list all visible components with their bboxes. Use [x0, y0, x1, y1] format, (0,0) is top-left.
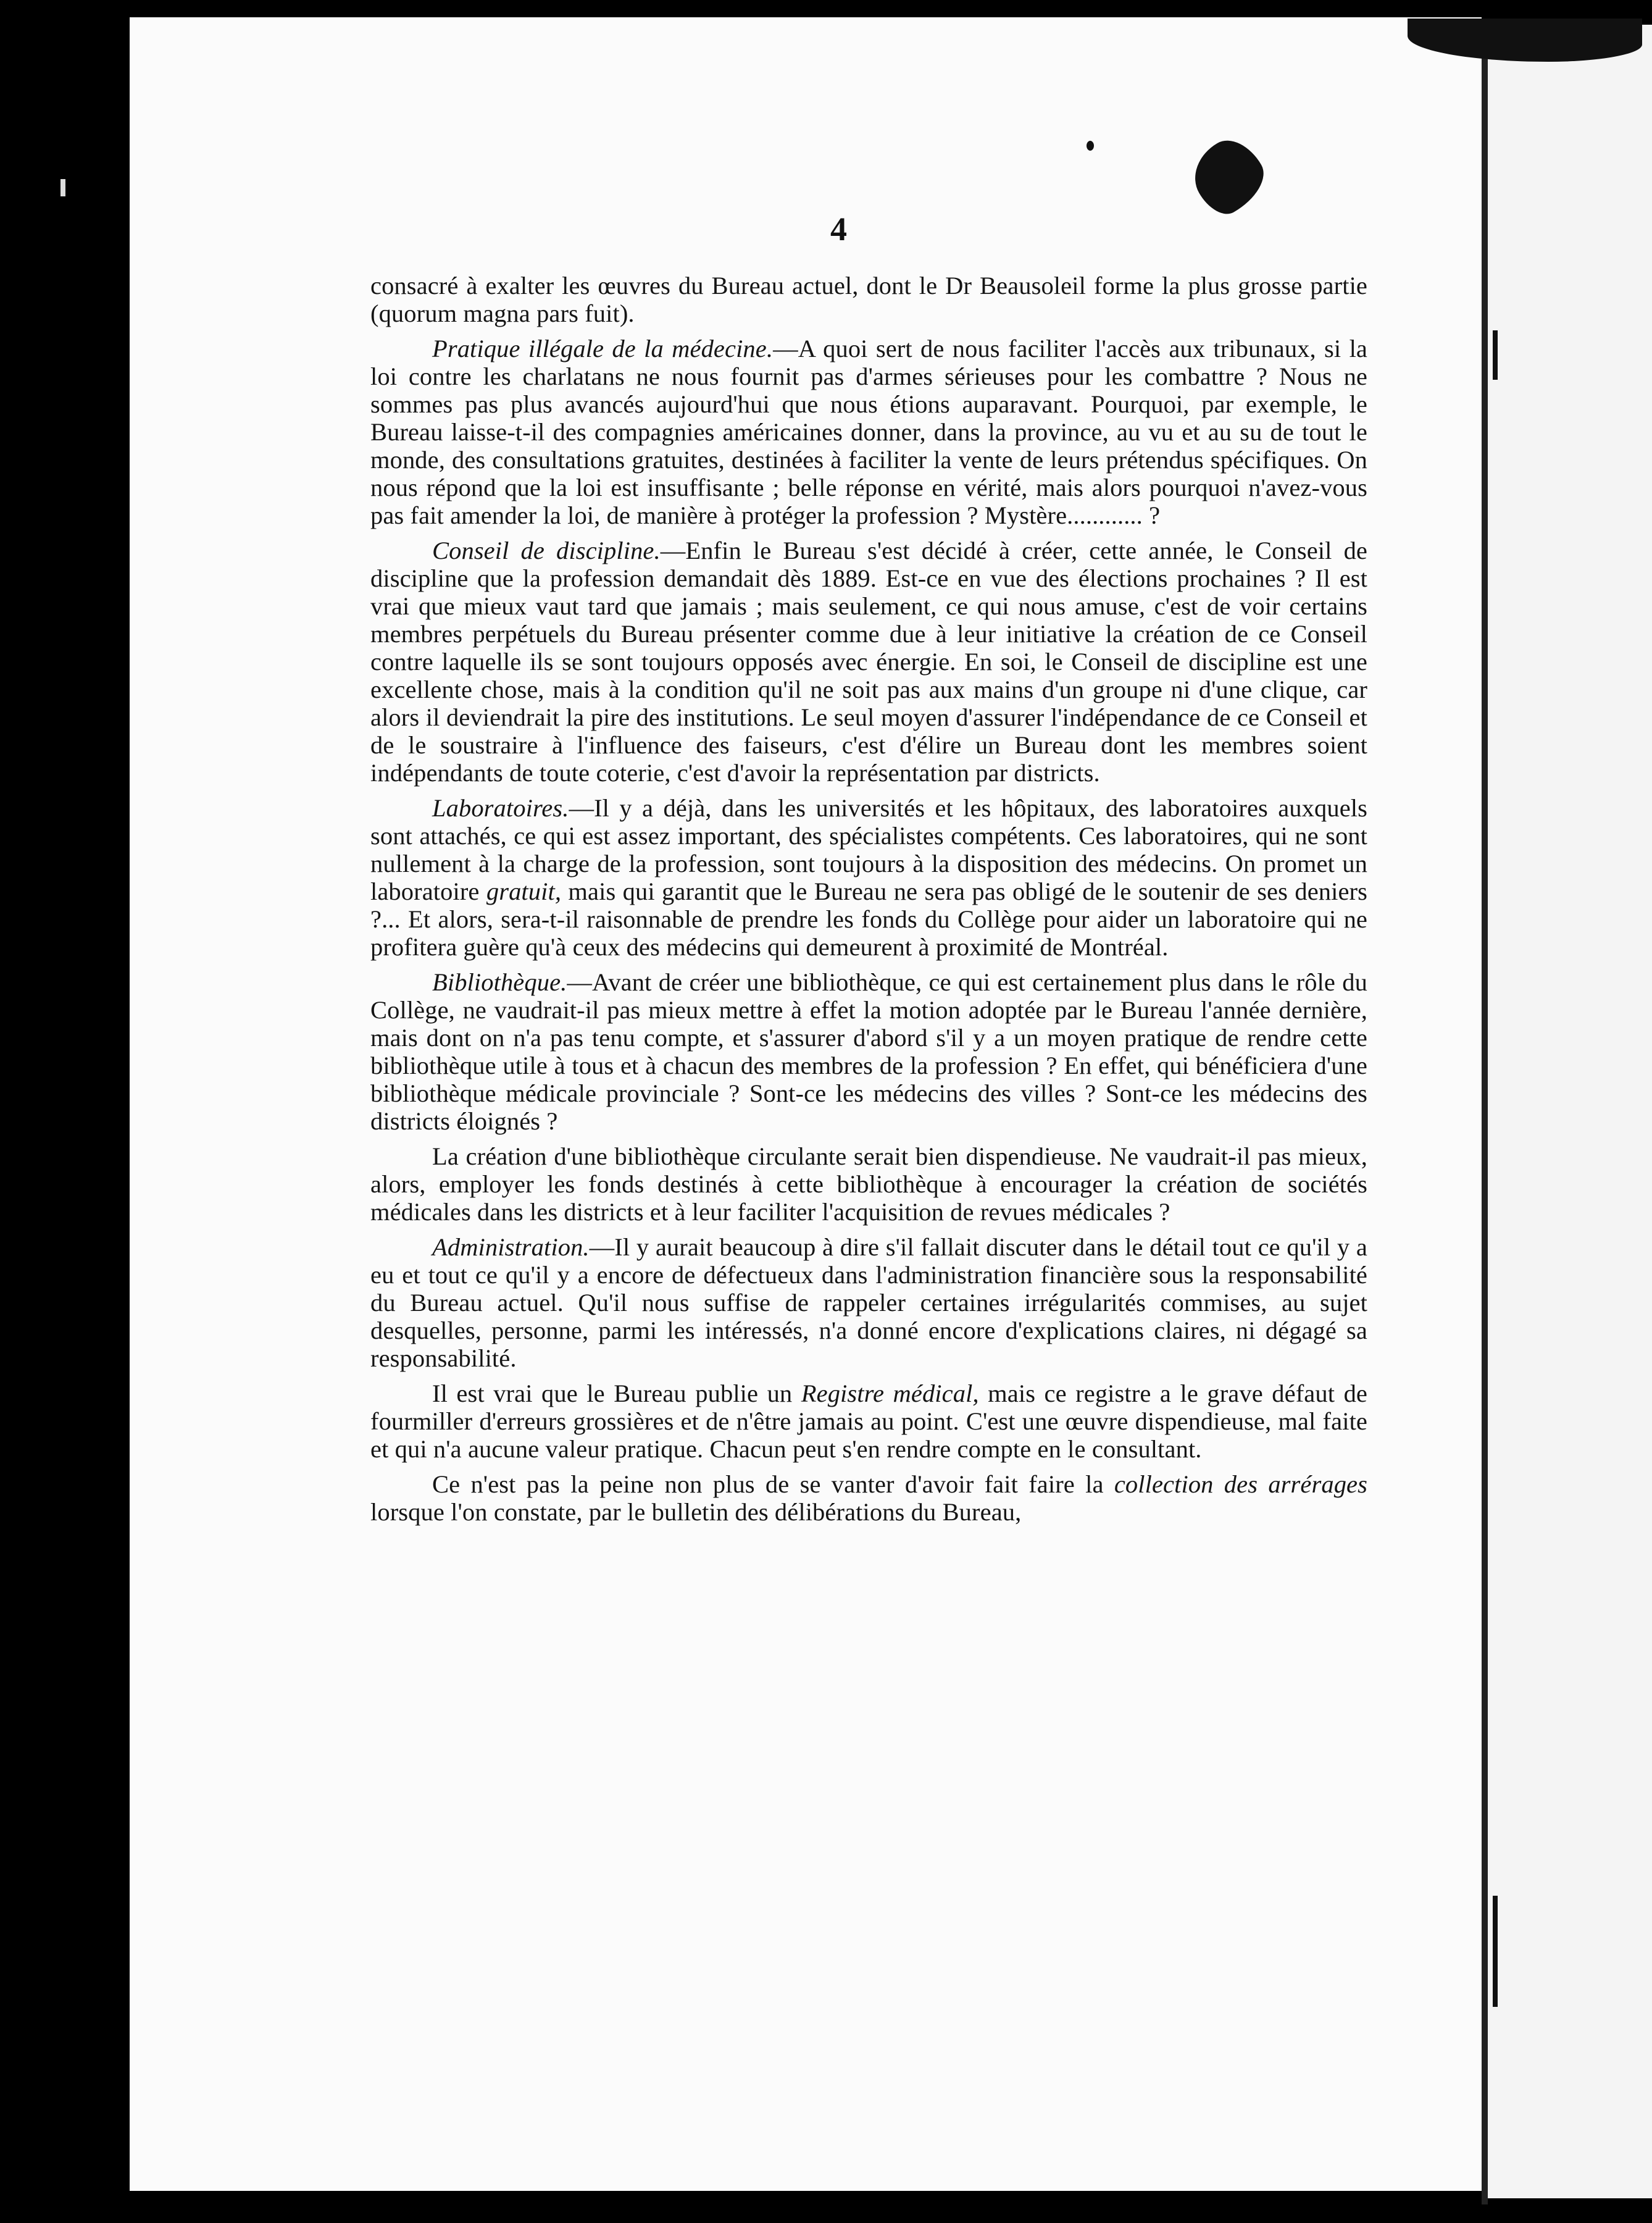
paragraph: [370, 272, 1367, 327]
paragraph-body: —Enfin le Bureau s'est décidé à créer, cette année, le Conseil de discipline que la profession demandait dès 1889. Est-ce en vue des élections prochaines ? Il est vrai que mieux vaut tard que jamais ; mais seulement, ce qui nous amuse, c'est de voir certains membres perpétuels du Bureau présenter comme due à leur initiative la création de ce Conseil contre laquelle ils se sont toujours opposés avec énergie. En soi, le Conseil de discipline est une excellente chose, mais à la condition qu'il ne soit pas aux mains d'un groupe ni d'une clique, car alors il deviendrait la pire des institutions. Le seul moyen d'assurer l'indépendance de ce Conseil et de le soustraire à l'influence des faiseurs, c'est d'élire un Bureau dont les membres soient indépendants de toute coterie, c'est d'avoir la représentation par districts.: [370, 537, 1367, 787]
adjacent-page-strip: [1488, 25, 1652, 2198]
paragraph: [370, 1142, 1367, 1226]
paragraph-body: Il est vrai que le Bureau publie un: [432, 1379, 801, 1407]
emphasis: collection des arrérages: [1114, 1470, 1367, 1498]
paragraph-body: Ce n'est pas la peine non plus de se vanter d'avoir fait faire la: [432, 1470, 1114, 1498]
emphasis: Registre médical,: [801, 1379, 979, 1407]
paragraph-laboratoires: [370, 794, 1367, 961]
paragraph-pratique: [370, 335, 1367, 529]
margin-mark: [1493, 1896, 1498, 2007]
scan-mark: [60, 179, 65, 196]
paragraph-body: —Il y aurait beaucoup à dire s'il fallait discuter dans le détail tout ce qu'il y a eu et tout ce qu'il y a encore de défectueux dans l'administration financière sous la responsabilité du Bureau actuel. Qu'il nous suffise de rappeler certaines irrégularités commises, au sujet desquelles, personne, parmi les intéressés, n'a donné encore d'explications claires, ni dégagé sa responsabilité.: [370, 1233, 1367, 1372]
paragraph-body: mais qui garantit que le Bureau ne sera pas obligé de le soutenir de ses deniers ?... Et alors, sera-t-il raisonnable de prendre les fonds du Collège pour aider un laboratoire qui ne profitera guère qu'à ceux des médecins qui demeurent à proximité de Montréal.: [370, 877, 1367, 961]
paragraph-body: La création d'une bibliothèque circulante serait bien dispendieuse. Ne vaudrait-il pas mieux, alors, employer les fonds destinés à cette bibliothèque à encourager la création de sociétés médicales dans les districts et à leur faciliter l'acquisition de revues médicales ?: [370, 1142, 1367, 1226]
paragraph-body: consacré à exalter les œuvres du Bureau actuel, dont le Dr Beausoleil forme la plus grosse partie (quorum magna pars fuit).: [370, 272, 1367, 327]
ink-dot: [1087, 141, 1094, 151]
section-heading: Conseil de discipline.: [432, 537, 661, 564]
paragraph-administration: [370, 1233, 1367, 1372]
margin-mark: [1493, 330, 1498, 380]
paragraph-body: mais ce registre a le grave défaut de fourmiller d'erreurs grossières et de n'être jamais au point. C'est une œuvre dispendieuse, mal faite et qui n'a aucune valeur pratique. Chacun peut s'en rendre compte en le consultant.: [370, 1379, 1368, 1463]
body-text: [370, 272, 1367, 1533]
page-edge: [1482, 25, 1488, 2204]
section-heading: Bibliothèque.: [432, 968, 567, 996]
emphasis: gratuit,: [486, 877, 562, 905]
section-heading: Laboratoires.: [432, 794, 569, 822]
paragraph-body: —Avant de créer une bibliothèque, ce qui est certainement plus dans le rôle du Collège, ne vaudrait-il pas mieux mettre à effet la motion adoptée par le Bureau l'année dernière, mais dont on n'a pas tenu compte, et s'assurer d'abord s'il y a un moyen pratique de rendre cette bibliothèque utile à tous et à chacun des membres de la profession ? En effet, qui bénéficiera d'une bibliothèque médicale provinciale ? Sont-ce les médecins des villes ? Sont-ce les médecins des districts éloignés ?: [370, 968, 1367, 1135]
paragraph-bibliotheque: [370, 968, 1367, 1135]
paragraph: [370, 1379, 1367, 1463]
paragraph-body: —Il y a déjà, dans les universités et les hôpitaux, des laboratoires auxquels sont attachés, ce qui est assez important, des spécialistes compétents. Ces laboratoires, qui ne sont nullement à la charge de la profession, sont toujours à la disposition des médecins. On promet un laboratoire: [370, 794, 1367, 905]
paragraph: [370, 1470, 1367, 1526]
paragraph-body: —A quoi sert de nous faciliter l'accès aux tribunaux, si la loi contre les charlatans ne nous fournit pas d'armes sérieuses pour les combattre ? Nous ne sommes pas plus avancés aujourd'hui que nous étions auparavant. Pourquoi, par exemple, le Bureau laisse-t-il des compagnies américaines donner, dans la province, au vu et au su de tout le monde, des consultations gratuites, destinées à faciliter la vente de leurs prétendus spécifiques. On nous répond que la loi est insuffisante ; belle réponse en vérité, mais alors pourquoi n'avez-vous pas fait amender la loi, de manière à protéger la profession ? Mystère............ ?: [370, 335, 1368, 529]
section-heading: Administration.: [432, 1233, 590, 1261]
paragraph-conseil: [370, 537, 1367, 787]
page-number: 4: [830, 211, 847, 248]
paragraph-body: lorsque l'on constate, par le bulletin des délibérations du Bureau,: [370, 1498, 1022, 1526]
section-heading: Pratique illégale de la médecine.: [432, 335, 774, 362]
